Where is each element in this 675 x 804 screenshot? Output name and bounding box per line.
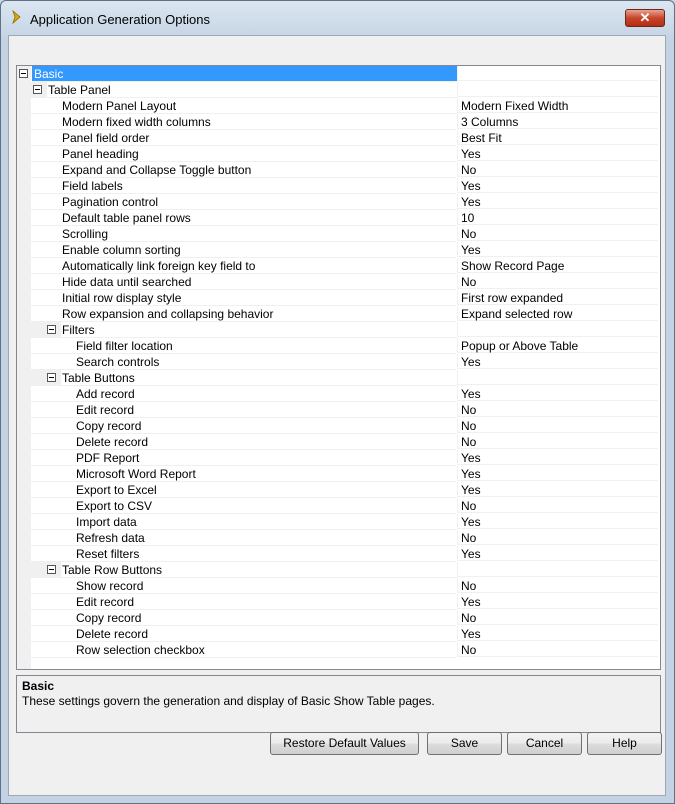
property-row[interactable]: [17, 162, 658, 178]
property-row[interactable]: [17, 402, 658, 418]
category-row[interactable]: [17, 82, 658, 98]
property-label: Enable column sorting: [62, 243, 181, 257]
category-label: Basic: [34, 67, 64, 81]
property-label: Default table panel rows: [62, 211, 191, 225]
property-value[interactable]: Yes: [457, 594, 658, 609]
property-row[interactable]: [17, 610, 658, 626]
property-value[interactable]: 3 Columns: [457, 114, 658, 129]
property-label: Copy record: [76, 611, 142, 625]
property-value[interactable]: No: [457, 226, 658, 241]
property-row[interactable]: [17, 290, 658, 306]
property-row[interactable]: [17, 466, 658, 482]
property-row[interactable]: [17, 242, 658, 258]
property-row[interactable]: [17, 530, 658, 546]
property-label: Edit record: [76, 403, 135, 417]
property-value[interactable]: Yes: [457, 482, 658, 497]
window-title: Application Generation Options: [30, 12, 210, 27]
save-button[interactable]: Save: [427, 732, 502, 755]
property-value[interactable]: First row expanded: [457, 290, 658, 305]
property-value[interactable]: Yes: [457, 514, 658, 529]
help-button[interactable]: Help: [587, 732, 662, 755]
collapse-toggle-icon[interactable]: [19, 69, 28, 78]
property-label: Search controls: [76, 355, 160, 369]
collapse-toggle-icon[interactable]: [47, 565, 56, 574]
property-value[interactable]: No: [457, 402, 658, 417]
category-name-cell[interactable]: [60, 322, 457, 338]
close-icon: ✕: [639, 10, 651, 25]
property-row[interactable]: [17, 274, 658, 290]
property-value[interactable]: No: [457, 162, 658, 177]
property-row[interactable]: [17, 306, 658, 322]
property-label: Modern fixed width columns: [62, 115, 211, 129]
property-label: Modern Panel Layout: [62, 99, 177, 113]
property-row[interactable]: [17, 178, 658, 194]
property-label: Row expansion and collapsing behavior: [62, 307, 274, 321]
property-value[interactable]: Yes: [457, 354, 658, 369]
property-label: Reset filters: [76, 547, 140, 561]
property-label: Row selection checkbox: [76, 643, 205, 657]
property-label: Automatically link foreign key field to: [62, 259, 256, 273]
category-row[interactable]: [17, 66, 658, 82]
category-label: Table Panel: [48, 83, 111, 97]
property-value[interactable]: Popup or Above Table: [457, 338, 658, 353]
property-label: Expand and Collapse Toggle button: [62, 163, 252, 177]
property-label: Panel field order: [62, 131, 150, 145]
property-row[interactable]: [17, 226, 658, 242]
restore-defaults-button[interactable]: Restore Default Values: [270, 732, 419, 755]
property-row[interactable]: [17, 418, 658, 434]
property-row[interactable]: [17, 642, 658, 658]
property-value[interactable]: No: [457, 578, 658, 593]
property-row[interactable]: [17, 482, 658, 498]
property-row[interactable]: [17, 594, 658, 610]
property-value[interactable]: No: [457, 610, 658, 625]
property-label: Export to CSV: [76, 499, 153, 513]
dialog-client-area: [8, 35, 666, 796]
property-row[interactable]: [17, 578, 658, 594]
property-row[interactable]: [17, 514, 658, 530]
property-row[interactable]: [17, 194, 658, 210]
property-row[interactable]: [17, 386, 658, 402]
property-value[interactable]: Yes: [457, 450, 658, 465]
property-value[interactable]: Modern Fixed Width: [457, 98, 658, 113]
property-row[interactable]: [17, 626, 658, 642]
property-label: Scrolling: [62, 227, 109, 241]
property-label: Copy record: [76, 419, 142, 433]
property-row[interactable]: [17, 130, 658, 146]
property-row[interactable]: [17, 98, 658, 114]
property-value[interactable]: 10: [457, 210, 658, 225]
property-label: Panel heading: [62, 147, 139, 161]
property-label: Import data: [76, 515, 137, 529]
category-row[interactable]: [17, 562, 658, 578]
property-value[interactable]: No: [457, 530, 658, 545]
category-value-cell: [457, 322, 658, 337]
property-value[interactable]: Yes: [457, 466, 658, 481]
collapse-toggle-icon[interactable]: [47, 373, 56, 382]
close-button[interactable]: [625, 9, 665, 27]
category-label: Table Row Buttons: [62, 563, 163, 577]
property-value[interactable]: Yes: [457, 546, 658, 561]
property-row[interactable]: [17, 258, 658, 274]
property-value[interactable]: No: [457, 418, 658, 433]
property-label: Pagination control: [62, 195, 159, 209]
property-label: Refresh data: [76, 531, 145, 545]
property-value[interactable]: No: [457, 642, 658, 657]
property-label: Show record: [76, 579, 144, 593]
property-value[interactable]: Best Fit: [457, 130, 658, 145]
property-label: Delete record: [76, 435, 149, 449]
property-label: Initial row display style: [62, 291, 182, 305]
category-name-cell[interactable]: [32, 66, 457, 82]
property-value[interactable]: Yes: [457, 626, 658, 641]
property-value[interactable]: Yes: [457, 194, 658, 209]
category-value-cell: [457, 82, 658, 97]
property-value[interactable]: Yes: [457, 242, 658, 257]
category-value-cell: [457, 562, 658, 577]
property-value[interactable]: Yes: [457, 386, 658, 401]
property-grid[interactable]: [16, 65, 661, 670]
category-label: Table Buttons: [62, 371, 135, 385]
collapse-toggle-icon[interactable]: [47, 325, 56, 334]
property-value[interactable]: No: [457, 498, 658, 513]
property-row[interactable]: [17, 354, 658, 370]
description-panel: [16, 675, 661, 733]
cancel-button[interactable]: Cancel: [507, 732, 582, 755]
property-label: Field filter location: [76, 339, 173, 353]
property-label: Hide data until searched: [62, 275, 192, 289]
description-title: Basic: [22, 679, 55, 693]
description-text: These settings govern the generation and display of Basic Show Table pages.: [22, 694, 435, 708]
property-row[interactable]: [17, 338, 658, 354]
property-label: PDF Report: [76, 451, 140, 465]
category-indent: [31, 562, 61, 578]
property-row[interactable]: [17, 434, 658, 450]
collapse-toggle-icon[interactable]: [33, 85, 42, 94]
property-value[interactable]: No: [457, 434, 658, 449]
property-row[interactable]: [17, 546, 658, 562]
property-label: Edit record: [76, 595, 135, 609]
property-label: Export to Excel: [76, 483, 157, 497]
category-indent: [31, 322, 61, 338]
property-label: Field labels: [62, 179, 123, 193]
property-row[interactable]: [17, 210, 658, 226]
property-value[interactable]: No: [457, 274, 658, 289]
property-row[interactable]: [17, 114, 658, 130]
property-label: Add record: [76, 387, 135, 401]
property-row[interactable]: [17, 450, 658, 466]
category-indent: [31, 370, 61, 386]
category-row[interactable]: [17, 370, 658, 386]
category-label: Filters: [62, 323, 95, 337]
property-row[interactable]: [17, 146, 658, 162]
property-value[interactable]: Yes: [457, 178, 658, 193]
property-value[interactable]: Yes: [457, 146, 658, 161]
category-value-cell: [457, 370, 658, 385]
category-row[interactable]: [17, 322, 658, 338]
property-label: Delete record: [76, 627, 149, 641]
property-row[interactable]: [17, 498, 658, 514]
property-value[interactable]: Expand selected row: [457, 306, 658, 321]
property-value[interactable]: Show Record Page: [457, 258, 658, 273]
title-bar[interactable]: [1, 1, 674, 35]
app-chevron-icon: [11, 10, 23, 24]
category-value-cell: [457, 66, 658, 81]
property-label: Microsoft Word Report: [76, 467, 196, 481]
